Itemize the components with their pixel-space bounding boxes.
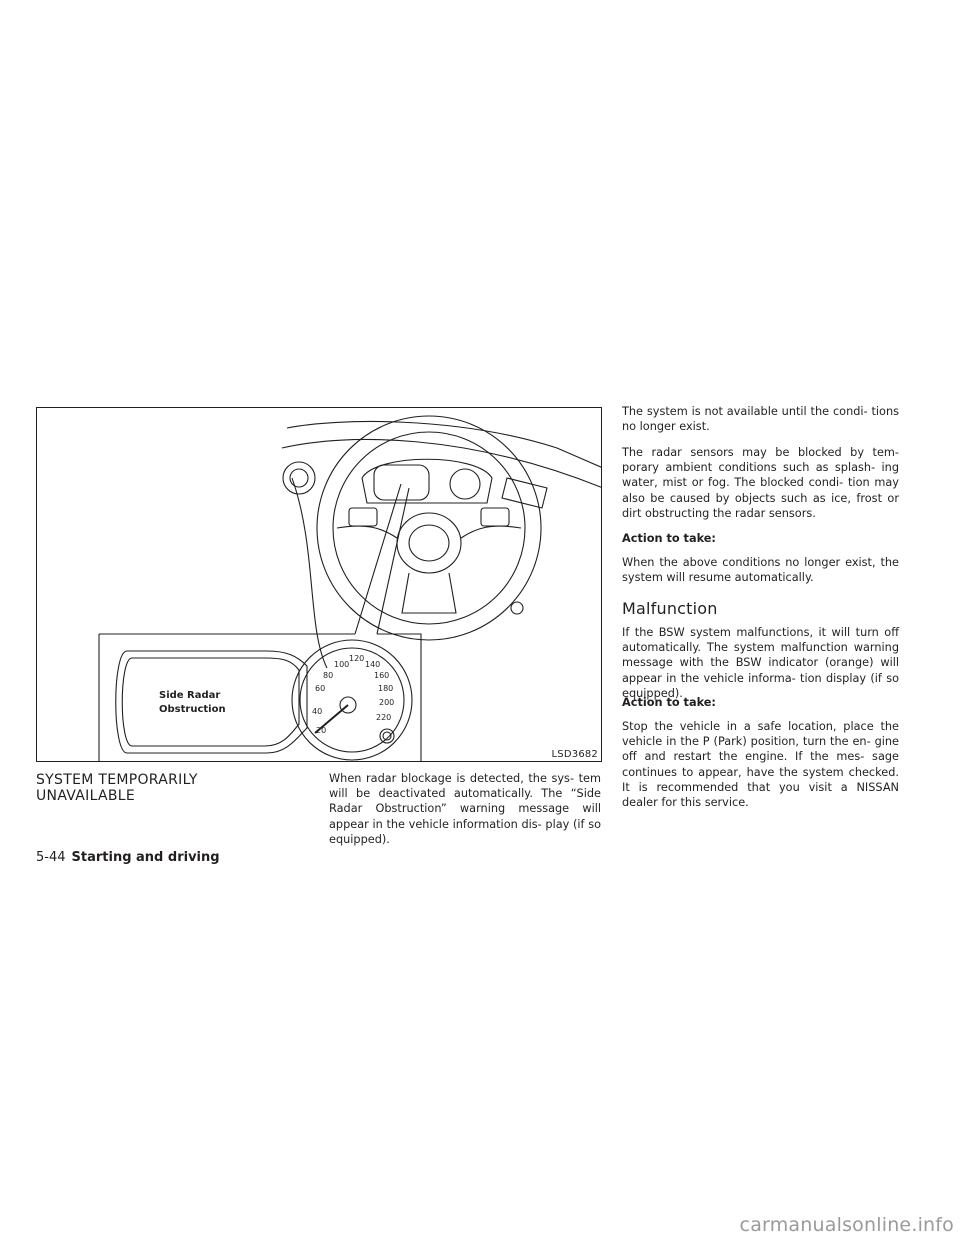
speedo-tick-label: 120	[349, 654, 365, 663]
section-heading-line2: UNAVAILABLE	[36, 788, 136, 804]
display-message-line1: Side Radar	[159, 690, 221, 701]
footer-section-title: Starting and driving	[71, 850, 220, 865]
illustration-figure	[36, 407, 602, 762]
paragraph-malfunction: If the BSW system malfunctions, it will turn off automatically. The system malfunction warning message with the BSW indicator (orange) will appear in the vehicle informa- tion display (if so equipped).	[622, 626, 899, 700]
speedo-tick-label: 60	[315, 684, 326, 693]
speedo-tick-label: 100	[334, 660, 350, 669]
page-number: 5-44	[36, 850, 66, 865]
watermark: carmanualsonline.info	[739, 1214, 954, 1236]
paragraph-action-1: When the above conditions no longer exist, the system will resume automatically.	[622, 556, 899, 585]
malfunction-heading: Malfunction	[622, 599, 718, 618]
action-label-2: Action to take:	[622, 696, 716, 709]
paragraph-not-available: The system is not available until the condi- tions no longer exist.	[622, 405, 899, 434]
section-heading-line1: SYSTEM TEMPORARILY	[36, 772, 198, 788]
paragraph-radar-blocked: The radar sensors may be blocked by tem- porary ambient conditions such as splash- ing water, mist or fog. The blocked condi- tion may also be caused by objects such as ice, frost or dirt obstructing the radar sensors.	[622, 446, 899, 520]
speedo-tick-label: 40	[312, 707, 323, 716]
speedo-tick-label: 220	[376, 713, 392, 722]
speedo-tick-label: 180	[378, 684, 394, 693]
figure-code: LSD3682	[551, 749, 598, 760]
page-footer	[36, 850, 220, 865]
steering-wheel-illustration	[37, 408, 602, 762]
speedo-tick-label: 140	[365, 660, 381, 669]
section-heading	[36, 772, 296, 804]
paragraph-radar-blockage: When radar blockage is detected, the sys- tem will be deactivated automatically. The “Side Radar Obstruction” warning message will appear in the vehicle information dis- play (if so equipped).	[329, 772, 601, 846]
paragraph-action-2: Stop the vehicle in a safe location, place the vehicle in the P (Park) position, turn the en- gine off and restart the engine. If the mes- sage continues to appear, have the system checked. It is recommended that you visit a NISSAN dealer for this service.	[622, 720, 899, 810]
display-message-line2: Obstruction	[159, 704, 226, 715]
speedo-tick-label: 80	[323, 671, 334, 680]
speedo-tick-label: 160	[374, 671, 390, 680]
speedo-tick-label: 200	[379, 698, 395, 707]
action-label-1: Action to take:	[622, 532, 716, 545]
speedo-tick-label: 20	[316, 726, 327, 735]
